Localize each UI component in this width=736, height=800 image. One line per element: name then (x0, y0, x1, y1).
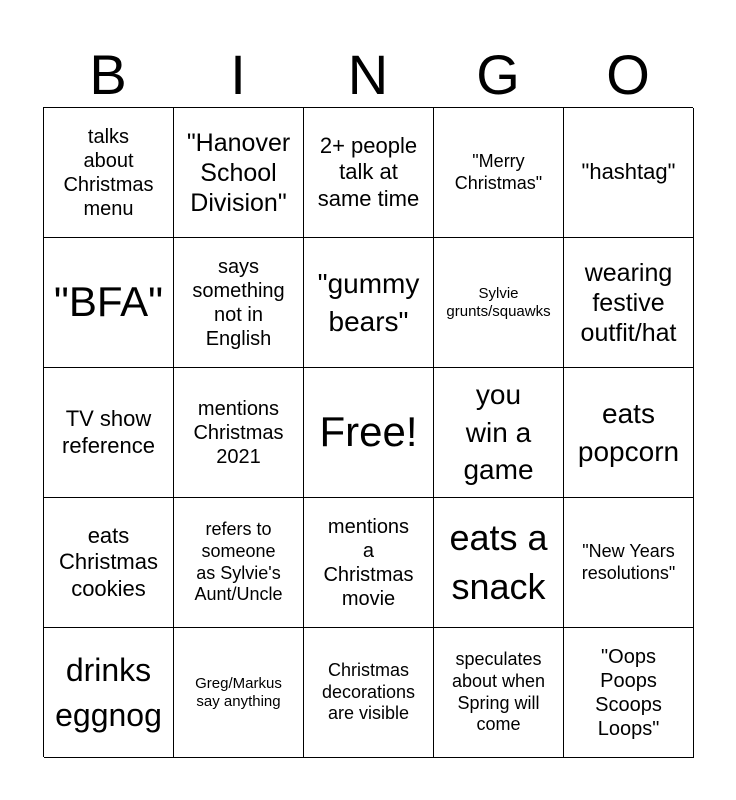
cell-label: eats Christmas cookies (58, 522, 158, 601)
bingo-cell-r4c2[interactable] (174, 498, 304, 628)
cell-label: refers to someone as Sylvie's Aunt/Uncle (194, 519, 283, 605)
bingo-cell-r4c3[interactable] (304, 498, 434, 628)
bingo-cell-r5c2[interactable] (174, 628, 304, 758)
header-letter-g: G (476, 43, 520, 106)
bingo-cell-r2c3[interactable] (304, 238, 434, 368)
bingo-cell-r3c5[interactable] (564, 368, 694, 498)
cell-label: eats popcorn (577, 397, 680, 467)
cell-label: talks about Christmas menu (63, 125, 154, 220)
cell-label: "hashtag" (581, 159, 676, 185)
cell-label: Sylvie grunts/squawks (446, 284, 551, 320)
bingo-cell-r1c2[interactable] (174, 108, 304, 238)
cell-label: Greg/Markus say anything (195, 674, 282, 710)
cell-label: "BFA" (53, 278, 164, 326)
cell-label: wearing festive outfit/hat (580, 258, 677, 347)
bingo-cell-r1c1[interactable] (44, 108, 174, 238)
cell-label: "Merry Christmas" (454, 150, 543, 193)
bingo-cell-r2c5[interactable] (564, 238, 694, 368)
bingo-cell-r1c3[interactable] (304, 108, 434, 238)
cell-label: 2+ people talk at same time (317, 132, 420, 211)
bingo-cell-r5c5[interactable] (564, 628, 694, 758)
cell-label: you win a game (463, 378, 534, 486)
cell-label: TV show reference (62, 406, 155, 458)
bingo-cell-r3c4[interactable] (434, 368, 564, 498)
cell-label: eats a snack (449, 516, 548, 607)
header-letter-i: I (230, 43, 246, 106)
bingo-header (43, 42, 693, 108)
cell-label: drinks eggnog (55, 651, 162, 733)
cell-label: speculates about when Spring will come (451, 649, 546, 735)
cell-label: "New Years resolutions" (581, 540, 676, 583)
cell-label: mentions a Christmas movie (323, 515, 414, 610)
bingo-cell-r2c4[interactable] (434, 238, 564, 368)
bingo-cell-r4c1[interactable] (44, 498, 174, 628)
cell-label: "Hanover School Division" (186, 128, 291, 217)
bingo-cell-r2c1[interactable] (44, 238, 174, 368)
cell-label: "Oops Poops Scoops Loops" (595, 645, 662, 740)
cell-label: Christmas decorations are visible (321, 660, 416, 724)
cell-label: mentions Christmas 2021 (193, 397, 284, 468)
free-space-cell[interactable] (304, 368, 434, 498)
header-letter-n: N (347, 43, 389, 106)
cell-label: "gummy bears" (317, 267, 420, 337)
bingo-cell-r5c1[interactable] (44, 628, 174, 758)
bingo-cell-r4c4[interactable] (434, 498, 564, 628)
bingo-cell-r4c5[interactable] (564, 498, 694, 628)
bingo-card-grid (43, 107, 693, 757)
cell-label: says something not in English (192, 255, 285, 350)
bingo-cell-r3c1[interactable] (44, 368, 174, 498)
header-letter-o: O (606, 43, 650, 106)
bingo-cell-r3c2[interactable] (174, 368, 304, 498)
bingo-cell-r5c3[interactable] (304, 628, 434, 758)
bingo-cell-r1c5[interactable] (564, 108, 694, 238)
bingo-cell-r5c4[interactable] (434, 628, 564, 758)
bingo-cell-r2c2[interactable] (174, 238, 304, 368)
header-letter-b: B (89, 43, 127, 106)
free-space-label: Free! (319, 408, 418, 456)
bingo-cell-r1c4[interactable] (434, 108, 564, 238)
